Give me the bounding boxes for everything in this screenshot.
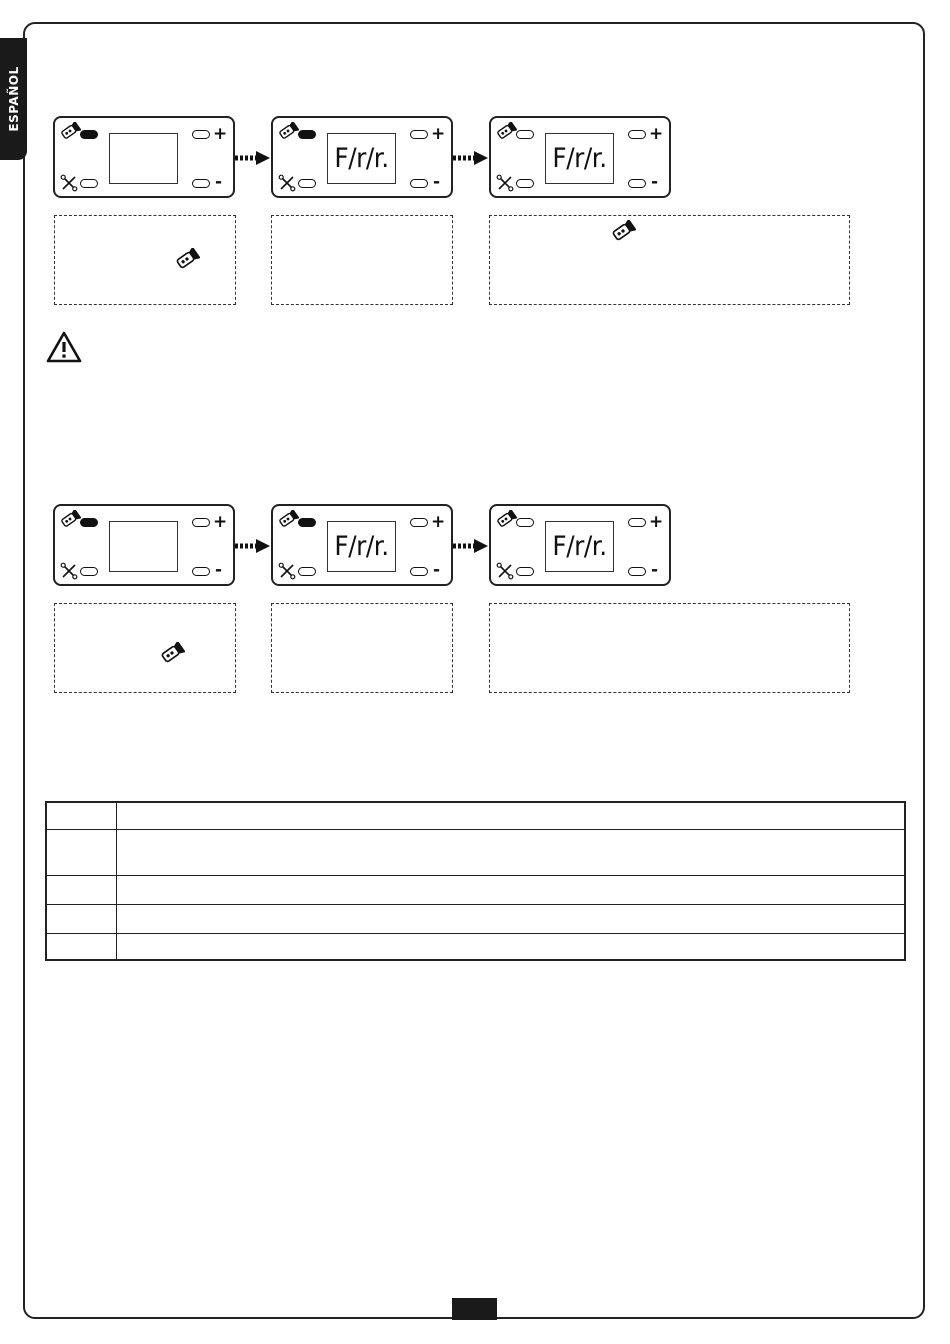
display-screen xyxy=(327,521,396,572)
minus-led xyxy=(192,567,210,576)
plus-led xyxy=(410,518,428,527)
remote-led xyxy=(80,130,98,139)
arrow-right-icon xyxy=(235,150,271,166)
wrench-icon xyxy=(496,562,514,580)
setup-led xyxy=(298,567,316,576)
minus-led xyxy=(410,567,428,576)
wrench-icon xyxy=(60,562,78,580)
language-tab-label: ESPAÑOL xyxy=(6,66,21,132)
minus-sign: - xyxy=(215,560,223,580)
display-text: F/r/r. xyxy=(334,531,389,562)
control-panel-1b xyxy=(271,116,453,198)
plus-led xyxy=(410,130,428,139)
control-panel-2a xyxy=(53,504,235,586)
table-row xyxy=(46,904,905,933)
warning-triangle-icon xyxy=(46,331,82,363)
table-cell xyxy=(46,904,117,933)
plus-sign: + xyxy=(213,124,228,144)
table-row xyxy=(46,933,905,960)
wrench-icon xyxy=(278,562,296,580)
wrench-icon xyxy=(496,174,514,192)
table-cell xyxy=(46,933,117,960)
remote-led xyxy=(516,130,534,139)
wrench-icon xyxy=(60,174,78,192)
remote-icon xyxy=(174,248,200,270)
table-cell xyxy=(117,829,906,875)
language-tab xyxy=(0,38,27,160)
plus-sign: + xyxy=(213,512,228,532)
arrow-right-icon xyxy=(453,150,489,166)
table-cell xyxy=(117,875,906,904)
wrench-icon xyxy=(278,174,296,192)
table-cell xyxy=(46,875,117,904)
table-cell xyxy=(46,829,117,875)
display-text: F/r/r. xyxy=(552,531,607,562)
minus-sign: - xyxy=(433,560,441,580)
plus-sign: + xyxy=(431,124,446,144)
plus-sign: + xyxy=(649,512,664,532)
table-cell xyxy=(117,933,906,960)
display-screen xyxy=(109,133,178,184)
setup-led xyxy=(516,567,534,576)
display-screen xyxy=(545,521,614,572)
display-text: F/r/r. xyxy=(334,143,389,174)
instruction-box-2c xyxy=(489,603,850,693)
minus-led xyxy=(192,179,210,188)
minus-sign: - xyxy=(651,560,659,580)
remote-icon xyxy=(159,642,185,664)
plus-sign: + xyxy=(431,512,446,532)
arrow-right-icon xyxy=(453,538,489,554)
instruction-box-1c xyxy=(489,215,850,305)
table-cell xyxy=(46,802,117,829)
plus-led xyxy=(628,518,646,527)
minus-led xyxy=(410,179,428,188)
setup-led xyxy=(80,567,98,576)
minus-sign: - xyxy=(651,172,659,192)
setup-led xyxy=(516,179,534,188)
display-screen xyxy=(109,521,178,572)
display-screen xyxy=(327,133,396,184)
control-panel-2c xyxy=(489,504,671,586)
remote-led xyxy=(298,518,316,527)
remote-icon xyxy=(610,220,636,242)
instruction-box-2a xyxy=(54,603,236,693)
remote-icon xyxy=(59,122,81,140)
minus-led xyxy=(628,567,646,576)
remote-icon xyxy=(277,510,299,528)
remote-led xyxy=(516,518,534,527)
plus-led xyxy=(192,518,210,527)
display-screen xyxy=(545,133,614,184)
control-panel-1c xyxy=(489,116,671,198)
table-row xyxy=(46,802,905,829)
table-row xyxy=(46,875,905,904)
table-cell xyxy=(117,904,906,933)
instruction-box-1a xyxy=(54,215,236,305)
remote-led xyxy=(80,518,98,527)
plus-led xyxy=(628,130,646,139)
table-row xyxy=(46,829,905,875)
minus-sign: - xyxy=(433,172,441,192)
remote-icon xyxy=(495,510,517,528)
control-panel-2b xyxy=(271,504,453,586)
parameter-table xyxy=(45,801,906,961)
minus-led xyxy=(628,179,646,188)
page-number-badge xyxy=(452,1298,497,1320)
arrow-right-icon xyxy=(235,538,271,554)
remote-icon xyxy=(277,122,299,140)
plus-led xyxy=(192,130,210,139)
remote-icon xyxy=(59,510,81,528)
control-panel-1a xyxy=(53,116,235,198)
display-text: F/r/r. xyxy=(552,143,607,174)
remote-led xyxy=(298,130,316,139)
remote-icon xyxy=(495,122,517,140)
table-cell xyxy=(117,802,906,829)
instruction-box-1b xyxy=(271,215,453,305)
plus-sign: + xyxy=(649,124,664,144)
setup-led xyxy=(80,179,98,188)
setup-led xyxy=(298,179,316,188)
minus-sign: - xyxy=(215,172,223,192)
instruction-box-2b xyxy=(271,603,453,693)
